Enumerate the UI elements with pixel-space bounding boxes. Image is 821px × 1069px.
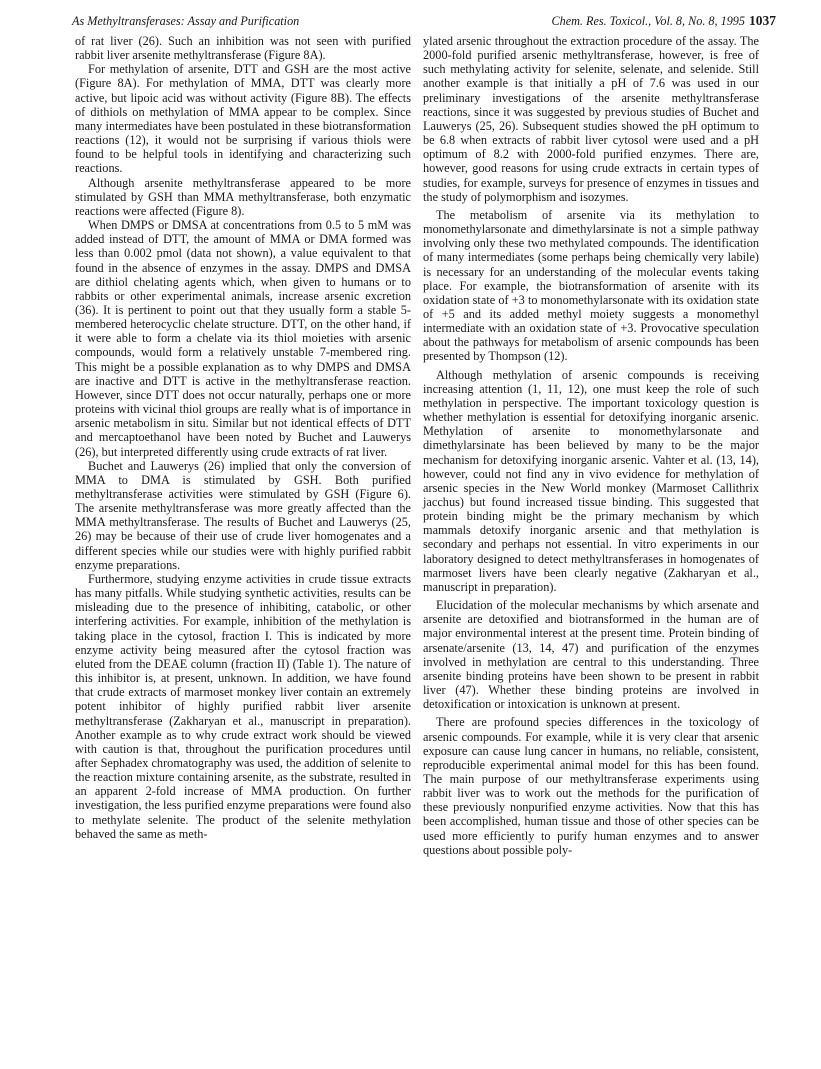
journal-name: Chem. Res. Toxicol., Vol. 8, No. 8, 1995: [551, 14, 745, 28]
paragraph: When DMPS or DMSA at concentrations from 0.5 to 5 mM was added instead of DTT, the amount of MMA or DMA formed was less than 0.002 pmol (data not shown), a value equivalent to that found in the absence of enzymes in the assay. DMPS and DMSA are dithiol chelating agents which, when given to humans or to rabbits or other experimental animals, increase arsenic excretion (36). It is pertinent to point out that they usually form a stable 5-membered heterocyclic chelate structure. DTT, on the other hand, if it were able to form a chelate via its thiol moieties with arsenic compounds, would form a relatively unstable 7-membered ring. This might be a possible explanation as to why DMPS and DMSA are inactive and DTT is active in the methyltransferase reaction. However, since DTT does not occur naturally, perhaps one or more proteins with vicinal thiol groups are really what is of importance in arsenic metabolism in situ. Similar but not identical effects of DTT and mercaptoethanol have been noted by Buchet and Lauwerys (26), but interpreted differently using crude extracts of rat liver.: [75, 218, 411, 459]
paragraph: Although methylation of arsenic compounds is receiving increasing attention (1, 11, 12), one must keep the role of such methylation in perspective. The important toxicology question is whether methylation is essential for detoxifying inorganic arsenic. Methylation of arsenite to monomethylarsonate and dimethylarsinate has been believed by many to be the major mechanism for detoxifying inorganic arsenic. Vahter et al. (13, 14), however, could not find any in vivo evidence for methylation of arsenic species in the New World monkey (Marmoset Callithrix jacchus) but found increased tissue binding. This suggested that protein binding might be the primary mechanism by which mammals detoxify inorganic arsenic and that methylation is secondary and perhaps not essential. In vitro experiments in our laboratory designed to detect methyltransferases in homogenates of marmoset livers have been clearly negative (Zakharyan et al., manuscript in preparation).: [423, 367, 759, 594]
page-number: 1037: [749, 13, 776, 28]
paragraph: Elucidation of the molecular mechanisms by which arsenate and arsenite are detoxified and biotransformed in the human are of major environmental interest at the present time. Protein binding of arsenate/arsenite (13, 14, 47) and purification of the enzymes involved in methylation are central to this understanding. Three arsenite binding proteins have been shown to be present in rabbit liver (47). Whether these binding proteins are involved in detoxification or intoxication is unknown at present.: [423, 598, 759, 712]
journal-citation: [551, 10, 776, 32]
right-column: [423, 34, 759, 857]
paragraph: There are profound species differences in the toxicology of arsenic compounds. For example, while it is very clear that arsenic exposure can cause lung cancer in humans, no reliable, consistent, reproducible experimental animal model for this has been found. The main purpose of our methyltransferase experiments using rabbit liver was to work out the methods for the purification of these previously nonpurified enzyme activities. Now that this has been accomplished, human tissue and those of other species can be used more efficiently to purify human enzymes and to answer questions about possible poly-: [423, 715, 759, 857]
paragraph: Buchet and Lauwerys (26) implied that only the conversion of MMA to DMA is stimulated by GSH. Both purified methyltransferase activities were stimulated by GSH (Figure 6). The arsenite methyltransferase was more greatly affected than the MMA methyltransferase. The results of Buchet and Lauwerys (25, 26) may be because of their use of crude liver homogenates and a different species while our studies were with highly purified rabbit enzyme preparations.: [75, 458, 411, 572]
paragraph: Although arsenite methyltransferase appeared to be more stimulated by GSH than MMA methyltransferase, both enzymatic reactions were affected (Figure 8).: [75, 175, 411, 218]
running-title: As Methyltransferases: Assay and Purification: [72, 14, 300, 28]
running-header: [72, 10, 776, 32]
left-column: [75, 34, 411, 841]
paragraph: For methylation of arsenite, DTT and GSH are the most active (Figure 8A). For methylation of MMA, DTT was clearly more active, but lipoic acid was without activity (Figure 8B). The effects of dithiols on methylation of MMA appear to be complex. Since many intermediates have been postulated in these biotransformation reactions (12), it would not be surprising if various thiols were found to be helpful tools in identifying and characterizing such reactions.: [75, 62, 411, 176]
paragraph: The metabolism of arsenite via its methylation to monomethylarsonate and dimethylarsinate is not a simple pathway involving only these two methylated compounds. The identification of many intermediates (some perhaps being chemically very labile) is necessary for an understanding of the molecular events taking place. For example, the biotransformation of arsenite with its oxidation state of +3 to monomethylarsonate with its oxidation state of +5 and its added methyl moiety suggests a monomethyl intermediate with an oxidation state of +3. Provocative speculation about the pathways for metabolism of arsenic compounds has been presented by Thompson (12).: [423, 207, 759, 364]
paragraph: ylated arsenic throughout the extraction procedure of the assay. The 2000-fold purified arsenic methyltransferase, however, is free of such methylating activity for selenite, selenate, and selenide. Still another example is that initially a pH of 7.6 was used in our preliminary investigations of the arsenite methyltransferase reactions, since it was suggested by previous studies of Buchet and Lauwerys (25, 26). Subsequent studies showed the pH optimum to be 6.8 when extracts of rabbit liver cytosol were used and a pH optimum of 8.2 with 2000-fold purified enzymes. There are, however, good reasons for using crude extracts in certain types of studies, for example, surveys for presence of enzymes in tissues and the study of polymorphism and isozymes.: [423, 34, 759, 204]
paragraph: of rat liver (26). Such an inhibition was not seen with purified rabbit liver arsenite methyltransferase (Figure 8A).: [75, 34, 411, 63]
paragraph: Furthermore, studying enzyme activities in crude tissue extracts has many pitfalls. While studying synthetic activities, results can be misleading due to the presence of inhibiting, catabolic, or other interfering activities. For example, inhibition of the methylation is taking place in the cytosol, fraction I. This is indicated by more enzyme activity being measured after the cytosol fraction was eluted from the DEAE column (fraction II) (Table 1). The nature of this inhibitor is, at present, unknown. In addition, we have found that crude extracts of marmoset monkey liver contain an extremely potent inhibitor of highly purified rabbit liver arsenite methyltransferase (Zakharyan et al., manuscript in preparation). Another example as to why crude extract work should be viewed with caution is that, throughout the purification procedures until after Sephadex chromatography was used, the addition of selenite to the reaction mixture containing arsenite, as the substrate, resulted in an apparent 2-fold increase of MMA production. On further investigation, the less purified enzyme preparations were found also to methylate selenite. The product of the selenite methylation behaved the same as meth-: [75, 571, 412, 841]
